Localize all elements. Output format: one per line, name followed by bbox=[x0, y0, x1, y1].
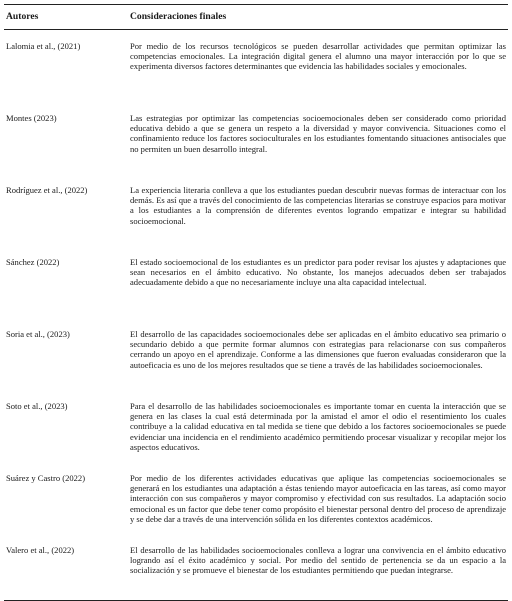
header-authors: Autores bbox=[4, 5, 124, 30]
author-cell: Soto et al., (2023) bbox=[6, 401, 68, 411]
consideration-cell: La experiencia literaria conlleva a que los estudiantes puedan descubrir nuevas formas de interactuar con los demás. Es así que a través del conocimiento de las competencias literarias se construye espacios para motivar a los estudiantes a la comprensión de diferentes eventos logrando empatizar e integrar su habilidad socioemocional. bbox=[130, 185, 506, 226]
table-header bbox=[4, 5, 508, 30]
consideration-cell: El desarrollo de las habilidades socioemocionales conlleva a lograr una convivencia en el ámbito educativo logrando así el éxito académico y social. Por medio del sentido de pertenencia se da un espacio a la socialización y se promueve el bienestar de los estudiantes permitiendo que puedan integrarse. bbox=[124, 534, 508, 601]
final-considerations-table-container bbox=[4, 4, 508, 601]
author-cell: Suárez y Castro (2022) bbox=[6, 473, 86, 483]
consideration-cell: Por medio de los recursos tecnológicos se pueden desarrollar actividades que permitan optimizar las competencias emocionales. La integración digital genera el alumno una mayor interacción por lo que se experimenta diversos factores determinantes que evidencia las habilidades sociales y emocionales. bbox=[130, 41, 506, 72]
consideration-cell: Por medio de los diferentes actividades educativas que aplique las competencias socioemocionales se generará en los estudiantes una adaptación a éstas teniendo mayor autoeficacia en las tareas, así como mayor interacción con sus compañeros y mayor compromiso y efectividad con sus resultados. La adaptación socio emocional es un factor que debe tener como propósito el bienestar personal dentro del proceso de aprendizaje y se debe dar a través de una intervención sólida en los diferentes contextos académicos. bbox=[130, 473, 506, 524]
table-row bbox=[4, 246, 508, 318]
consideration-cell: Las estrategias por optimizar las competencias socioemocionales deben ser considerado como prioridad educativa debido a que se genera un respeto a la diversidad y mayor convivencia. Situaciones como el confinamiento reduce los factores socioculturales en los estudiantes fomentando situaciones antisociales que no permiten un buen desarrollo integral. bbox=[130, 113, 506, 154]
consideration-cell: El desarrollo de las capacidades socioemocionales debe ser aplicadas en el ámbito educativo sea primario o secundario debido a que permite formar alumnos con estrategias para relacionarse con sus compañeros cerrando un apoyo en el aprendizaje. Conforme a las dimensiones que fueron evaluadas consideraron que la autoeficacia es uno de los mejores resultados que se tiene a través de las habilidades socioemocionales. bbox=[130, 329, 506, 370]
table-row bbox=[4, 30, 508, 103]
author-cell: Sánchez (2022) bbox=[6, 257, 60, 267]
author-cell: Valero et al., (2022) bbox=[4, 534, 124, 601]
author-cell: Soria et al., (2023) bbox=[6, 329, 70, 339]
table-row bbox=[4, 174, 508, 246]
consideration-cell: Para el desarrollo de las habilidades socioemocionales es importante tomar en cuenta la interacción que se genera en las clases la cual está determinada por la amistad el amor el odio el resentimiento los cuales contribuye a la calidad educativa en tal medida se tiene que debido a los factores socioemocionales se puede evidenciar una incidencia en el rendimiento académico permitiendo procesar visualizar y recopilar mejor los aspectos educativos. bbox=[130, 401, 506, 452]
table-row bbox=[4, 318, 508, 390]
table-row bbox=[4, 462, 508, 534]
author-cell: Montes (2023) bbox=[6, 113, 57, 123]
header-final-considerations: Consideraciones finales bbox=[124, 5, 508, 30]
header-row bbox=[4, 5, 508, 30]
author-cell: Rodríguez et al., (2022) bbox=[6, 185, 88, 195]
table-body bbox=[4, 30, 508, 601]
consideration-cell: El estado socioemocional de los estudiantes es un predictor para poder revisar los ajustes y adaptaciones que sean necesarios en el ámbito educativo. No obstante, los manejos adecuados deben ser trabajados adecuadamente debido a que no necesariamente incluye una alta capacidad intelectual. bbox=[130, 257, 506, 288]
table-row bbox=[4, 534, 508, 601]
final-considerations-table bbox=[4, 4, 508, 601]
table-row bbox=[4, 390, 508, 462]
table-row bbox=[4, 102, 508, 174]
author-cell: Lalomia et al., (2021) bbox=[6, 41, 81, 51]
